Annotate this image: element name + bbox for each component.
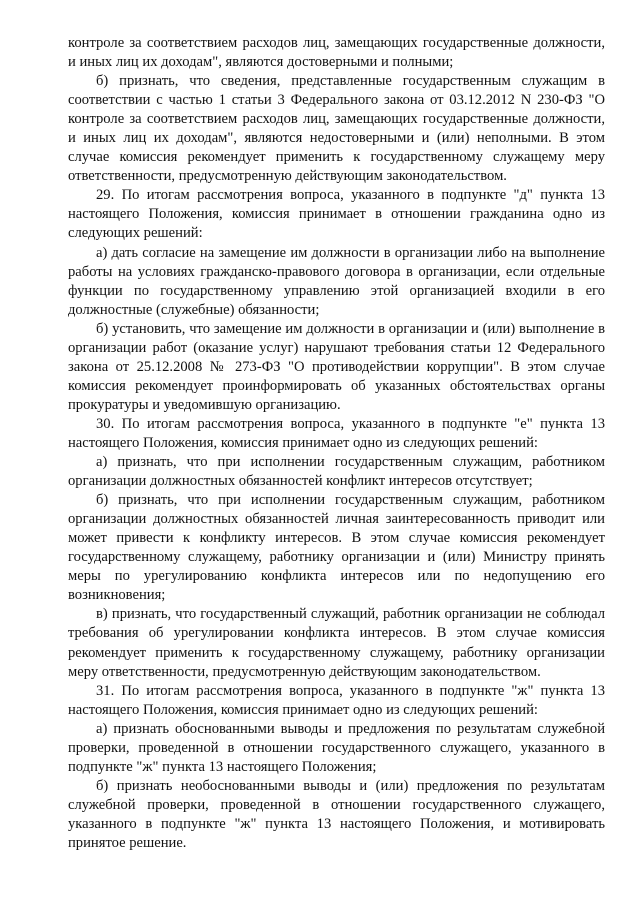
paragraph-continuation: контроле за соответствием расходов лиц, замещающих государственные должности, и иных лиц их доходам", являются достоверными и полными; — [68, 35, 605, 71]
paragraph-30c: в) признать, что государственный служащий, работник организации не соблюдал требования об урегулировании конфликта интересов. В этом случае комиссия рекомендует применить к государственному служащему, работнику организации меру ответственности, предусмотренную действующим законодательством. — [68, 606, 605, 680]
paragraph-31: 31. По итогам рассмотрения вопроса, указанного в подпункте "ж" пункта 13 настоящего Положения, комиссия принимает одно из следующих решений: — [68, 682, 605, 718]
paragraph-31b: б) признать необоснованными выводы и (или) предложения по результатам служебной проверки, проведенной в отношении государственного служащего, указанного в подпункте "ж" пункта 13 настоящего Положения, и мотивировать принятое решение. — [68, 777, 605, 851]
paragraph-29a: а) дать согласие на замещение им должности в организации либо на выполнение работы на условиях гражданско-правового договора в организации, если отдельные функции по государственному управлению этой организацией входили в его должностные (служебные) обязанности; — [68, 244, 605, 318]
paragraph-30a: а) признать, что при исполнении государственным служащим, работником организации должностных обязанностей конфликт интересов отсутствует; — [68, 454, 605, 490]
paragraph-29b: б) установить, что замещение им должности в организации и (или) выполнение в организации работ (оказание услуг) нарушают требования статьи 12 Федерального закона от 25.12.2008 № 273-ФЗ "О противодействии коррупции". В этом случае комиссия рекомендует проинформировать об указанных обстоятельствах органы прокуратуры и уведомившую организацию. — [68, 320, 605, 413]
paragraph-31a: а) признать обоснованными выводы и предложения по результатам служебной проверки, проведенной в отношении государственного служащего, указанного в подпункте "ж" пункта 13 настоящего Положения; — [68, 720, 605, 775]
paragraph-30b: б) признать, что при исполнении государственным служащим, работником организации должностных обязанностей личная заинтересованность приводит или может привести к конфликту интересов. В этом случае комиссия рекомендует государственному служащему, работнику организации и (или) Министру принять меры по урегулированию конфликта интересов или по недопущению его возникновения; — [68, 492, 605, 604]
document-page — [68, 34, 605, 853]
paragraph-30: 30. По итогам рассмотрения вопроса, указанного в подпункте "е" пункта 13 настоящего Положения, комиссия принимает одно из следующих решений: — [68, 415, 605, 451]
paragraph-28b: б) признать, что сведения, представленные государственным служащим в соответствии с частью 1 статьи 3 Федерального закона от 03.12.2012 N 230-ФЗ "О контроле за соответствием расходов лиц, замещающих государственные должности, и иных лиц их доходам", являются недостоверными и (или) неполными. В этом случае комиссия рекомендует применить к государственному служащему меру ответственности, предусмотренную действующим законодательством. — [68, 73, 605, 185]
paragraph-29: 29. По итогам рассмотрения вопроса, указанного в подпункте "д" пункта 13 настоящего Положения, комиссия принимает в отношении гражданина одно из следующих решений: — [68, 187, 605, 242]
